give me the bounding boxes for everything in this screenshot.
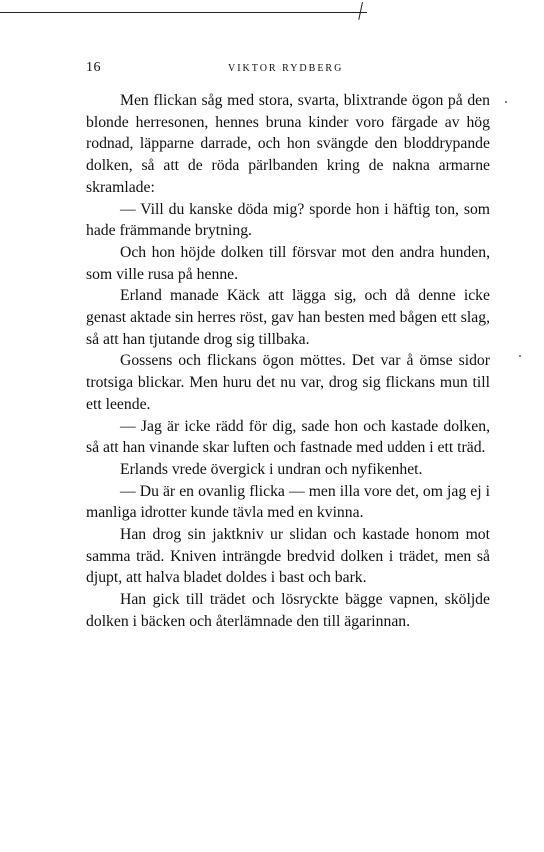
page-number: 16 [86,60,101,75]
top-rule [0,12,367,13]
paragraph: — Vill du kanske döda mig? sporde hon i häftig ton, som hade främmande brytning. [86,200,490,240]
paragraph: Gossens och flickans ögon möttes. Det var å ömse sidor trotsiga blickar. Men huru det nu var, drog sig flickans mun till ett leende. [86,352,490,413]
paragraph: Han drog sin jaktkniv ur slidan och kastade honom mot samma träd. Kniven inträngde bredvid dolken i trädet, men så djupt, att halva bladet doldes i bast och bark. [86,526,490,587]
paragraph: Och hon höjde dolken till försvar mot den andra hunden, som ville rusa på henne. [86,243,490,283]
paragraph: — Du är en ovanlig flicka — men illa vore det, om jag ej i manliga idrotter kunde tävla med en kvinna. [86,482,490,522]
paragraph: Erland manade Käck att lägga sig, och då denne icke genast aktade sin herres röst, gav han besten med bågen ett slag, så att han tjutande drog sig tillbaka. [86,287,490,348]
paragraph: Men flickan såg med stora, svarta, blixtrande ögon på den blonde herresonen, hennes bruna kinder voro färgade av hög rodnad, läpparne darrade, och hon svängde den bloddrypande dolken, så att de röda pärlbanden kring de nakna armarne skramlade: [86,92,490,196]
scan-speck [519,355,521,357]
paragraph: Erlands vrede övergick i undran och nyfikenhet. [120,460,423,478]
pencil-mark [358,2,363,20]
scan-speck [505,101,507,103]
paragraph: — Jag är icke rädd för dig, sade hon och kastade dolken, så att han vinande skar luften och fastnade med udden i ett träd. [86,417,490,457]
running-head: VIKTOR RYDBERG [228,63,344,74]
body-text [86,90,490,633]
paragraph: Han gick till trädet och lösryckte bägge vapnen, sköljde dolken i bäcken och återlämnade den till ägarinnan. [86,591,490,630]
